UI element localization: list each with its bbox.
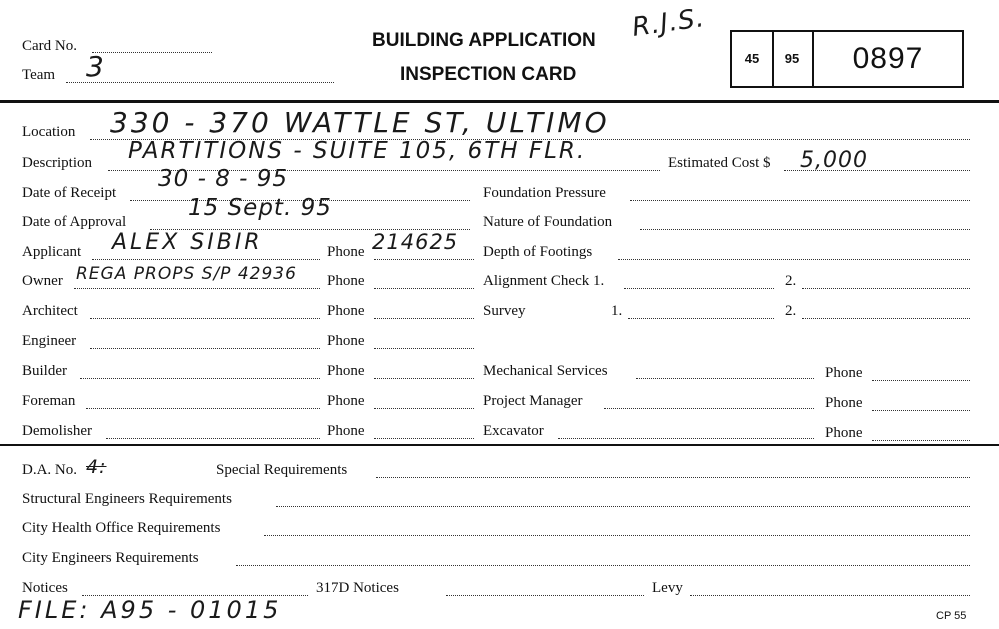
date-receipt-value: 30 - 8 - 95 bbox=[158, 166, 289, 192]
applicant-value: ALEX SIBIR bbox=[112, 230, 263, 255]
owner-field[interactable] bbox=[74, 288, 320, 289]
demolisher-label: Demolisher bbox=[22, 423, 92, 439]
city-engineers-label: City Engineers Requirements bbox=[22, 550, 199, 566]
alignment-check-2-label: 2. bbox=[785, 273, 797, 289]
engineer-phone-label: Phone bbox=[327, 333, 365, 349]
section-divider bbox=[0, 444, 999, 446]
foreman-field[interactable] bbox=[86, 408, 320, 409]
architect-field[interactable] bbox=[90, 318, 320, 319]
foreman-label: Foreman bbox=[22, 393, 76, 409]
demolisher-phone-label: Phone bbox=[327, 423, 365, 439]
builder-label: Builder bbox=[22, 363, 67, 379]
health-requirements-field[interactable] bbox=[264, 535, 970, 536]
demolisher-phone-field[interactable] bbox=[374, 438, 474, 439]
architect-label: Architect bbox=[22, 303, 78, 319]
foreman-phone-label: Phone bbox=[327, 393, 365, 409]
mechanical-phone-field[interactable] bbox=[872, 380, 970, 381]
mechanical-services-label: Mechanical Services bbox=[483, 363, 608, 379]
architect-phone-label: Phone bbox=[327, 303, 365, 319]
structural-requirements-label: Structural Engineers Requirements bbox=[22, 491, 232, 507]
nature-foundation-field[interactable] bbox=[640, 229, 970, 230]
nature-foundation-label: Nature of Foundation bbox=[483, 214, 613, 230]
box-code-b: 95 bbox=[772, 32, 814, 86]
notices-317d-field[interactable] bbox=[446, 595, 644, 596]
notices-317d-label: 317D Notices bbox=[316, 580, 399, 596]
foreman-phone-field[interactable] bbox=[374, 408, 474, 409]
location-label: Location bbox=[22, 124, 76, 140]
structural-requirements-field[interactable] bbox=[276, 506, 970, 507]
builder-phone-field[interactable] bbox=[374, 378, 474, 379]
estimated-cost-value: 5,000 bbox=[800, 148, 868, 173]
applicant-phone-field[interactable] bbox=[374, 259, 474, 260]
title-line1: BUILDING APPLICATION bbox=[372, 30, 596, 51]
project-manager-phone-field[interactable] bbox=[872, 410, 970, 411]
mechanical-phone-label: Phone bbox=[825, 365, 863, 381]
description-label: Description bbox=[22, 155, 92, 171]
title-line2: INSPECTION CARD bbox=[400, 64, 577, 85]
team-value: 3 bbox=[86, 50, 105, 83]
survey-label: Survey bbox=[483, 303, 526, 319]
project-manager-phone-label: Phone bbox=[825, 395, 863, 411]
initials-signature: R.J.S. bbox=[630, 3, 707, 43]
survey-2-field[interactable] bbox=[802, 318, 970, 319]
health-requirements-label: City Health Office Requirements bbox=[22, 520, 221, 536]
date-approval-value: 15 Sept. 95 bbox=[188, 195, 332, 221]
survey-2-label: 2. bbox=[785, 303, 797, 319]
card-no-label: Card No. bbox=[22, 38, 77, 54]
header-divider bbox=[0, 100, 999, 103]
alignment-check-label: Alignment Check 1. bbox=[483, 273, 605, 289]
survey-1-field[interactable] bbox=[628, 318, 774, 319]
location-value: 330 - 370 WATTLE ST, ULTIMO bbox=[110, 106, 610, 139]
applicant-phone-label: Phone bbox=[327, 244, 365, 260]
file-note: FILE: A95 - 01015 bbox=[18, 596, 282, 624]
team-label: Team bbox=[22, 67, 56, 83]
estimated-cost-label: Estimated Cost $ bbox=[668, 155, 771, 171]
survey-1-label: 1. bbox=[611, 303, 623, 319]
card-no-field[interactable] bbox=[92, 52, 212, 53]
engineer-field[interactable] bbox=[90, 348, 320, 349]
owner-phone-field[interactable] bbox=[374, 288, 474, 289]
card-number-box bbox=[730, 30, 964, 88]
builder-field[interactable] bbox=[80, 378, 320, 379]
special-requirements-field[interactable] bbox=[376, 477, 970, 478]
excavator-field[interactable] bbox=[558, 438, 814, 439]
box-code-a: 45 bbox=[732, 32, 774, 86]
alignment-check-1-field[interactable] bbox=[624, 288, 774, 289]
date-approval-label: Date of Approval bbox=[22, 214, 127, 230]
levy-field[interactable] bbox=[690, 595, 970, 596]
mechanical-services-field[interactable] bbox=[636, 378, 814, 379]
owner-phone-label: Phone bbox=[327, 273, 365, 289]
owner-value: REGA PROPS S/P 42936 bbox=[76, 264, 297, 284]
foundation-pressure-field[interactable] bbox=[630, 200, 970, 201]
owner-label: Owner bbox=[22, 273, 63, 289]
special-requirements-label: Special Requirements bbox=[216, 462, 348, 478]
architect-phone-field[interactable] bbox=[374, 318, 474, 319]
team-field[interactable] bbox=[66, 82, 334, 83]
engineer-label: Engineer bbox=[22, 333, 77, 349]
project-manager-field[interactable] bbox=[604, 408, 814, 409]
project-manager-label: Project Manager bbox=[483, 393, 583, 409]
date-receipt-label: Date of Receipt bbox=[22, 185, 117, 201]
applicant-label: Applicant bbox=[22, 244, 82, 260]
foundation-pressure-label: Foundation Pressure bbox=[483, 185, 606, 201]
description-value: PARTITIONS - SUITE 105, 6TH FLR. bbox=[128, 138, 587, 164]
depth-footings-label: Depth of Footings bbox=[483, 244, 593, 260]
excavator-phone-label: Phone bbox=[825, 425, 863, 441]
builder-phone-label: Phone bbox=[327, 363, 365, 379]
alignment-check-2-field[interactable] bbox=[802, 288, 970, 289]
card-number: 0897 bbox=[852, 42, 924, 75]
da-no-value: 4: bbox=[86, 456, 107, 478]
excavator-label: Excavator bbox=[483, 423, 544, 439]
notices-label: Notices bbox=[22, 580, 68, 596]
da-no-label: D.A. No. bbox=[22, 462, 77, 478]
applicant-field[interactable] bbox=[92, 259, 320, 260]
demolisher-field[interactable] bbox=[106, 438, 320, 439]
form-code: CP 55 bbox=[936, 610, 967, 622]
engineer-phone-field[interactable] bbox=[374, 348, 474, 349]
city-engineers-field[interactable] bbox=[236, 565, 970, 566]
excavator-phone-field[interactable] bbox=[872, 440, 970, 441]
levy-label: Levy bbox=[652, 580, 683, 596]
depth-footings-field[interactable] bbox=[618, 259, 970, 260]
applicant-phone-value: 214625 bbox=[372, 230, 459, 254]
